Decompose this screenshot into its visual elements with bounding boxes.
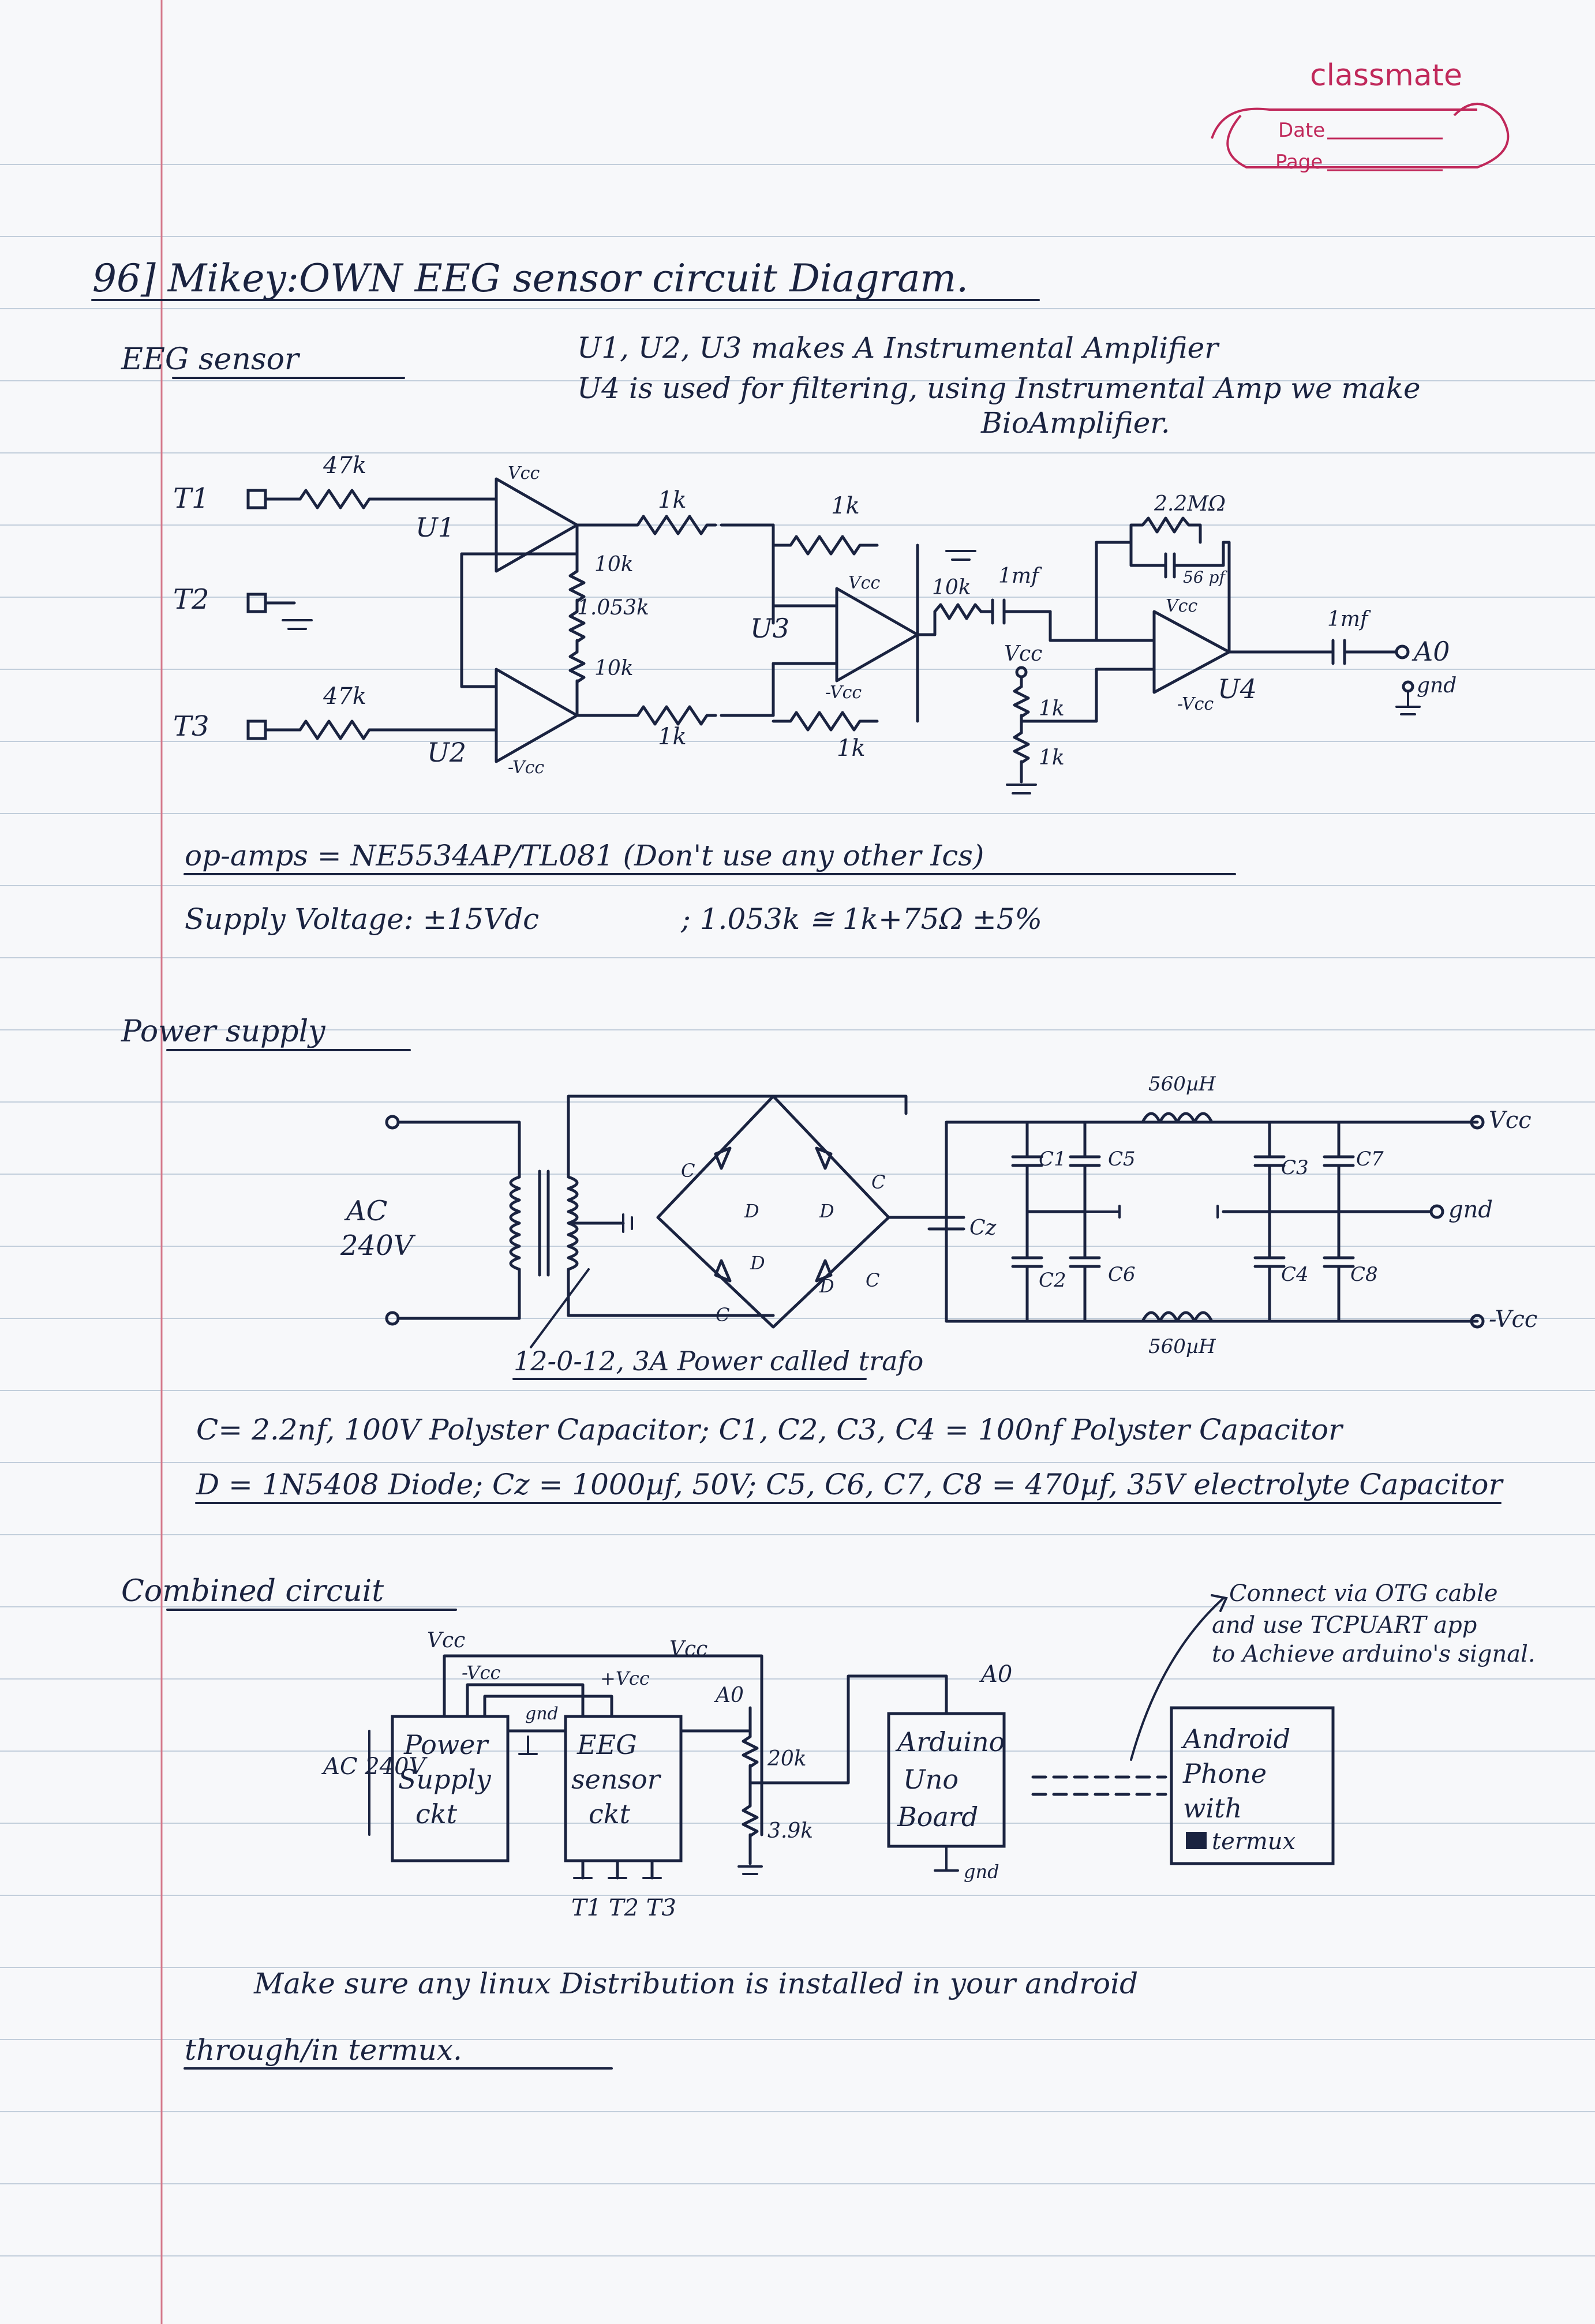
page-title: 96] Mikey:OWN EEG sensor circuit Diagram. xyxy=(92,256,969,301)
label-comb-neg-vcc: -Vcc xyxy=(462,1662,501,1684)
label-u1-vcc: Vcc xyxy=(508,463,540,483)
label-diode-4: D xyxy=(819,1275,834,1297)
power-spec1: C= 2.2nf, 100V Polyster Capacitor; C1, C2, C3, C4 = 100nf Polyster Capacitor xyxy=(196,1413,1342,1446)
label-u4: U4 xyxy=(1218,673,1257,704)
label-comb-terminals: T1 T2 T3 xyxy=(571,1895,676,1921)
eeg-note-line1: U1, U2, U3 makes A Instrumental Amplifier xyxy=(577,331,1219,365)
label-out-gnd: gnd xyxy=(1448,1197,1493,1223)
label-r-e: 10k xyxy=(932,576,971,599)
eeg-spec2: Supply Voltage: ±15Vdc xyxy=(185,902,540,936)
label-cap-c4: C xyxy=(681,1160,695,1182)
combined-heading: Combined circuit xyxy=(121,1574,384,1609)
eeg-schematic xyxy=(173,452,1457,793)
page-label: Page xyxy=(1275,151,1323,174)
label-r-fb1: 10k xyxy=(594,553,634,576)
label-r-in3: 47k xyxy=(323,683,367,710)
eeg-heading: EEG sensor xyxy=(121,342,299,377)
power-heading: Power supply xyxy=(121,1014,325,1049)
terminal-t3: T3 xyxy=(173,710,209,743)
eeg-note-line3: BioAmplifier. xyxy=(981,406,1170,440)
block-power-line1: Power xyxy=(404,1729,488,1760)
label-r-gain: 1.053k xyxy=(577,596,649,620)
label-r-in1: 47k xyxy=(323,452,367,479)
label-comb-pos-vcc: +Vcc xyxy=(600,1667,650,1689)
label-cap-c2: C xyxy=(716,1304,730,1326)
label-out-vcc: Vcc xyxy=(1489,1107,1532,1134)
label-u3: U3 xyxy=(750,613,790,644)
brand-name: classmate xyxy=(1310,58,1462,93)
label-ac: AC xyxy=(346,1195,388,1227)
label-inductor-bot: 560µH xyxy=(1148,1335,1216,1358)
eeg-spec1: op-amps = NE5534AP/TL081 (Don't use any other Ics) xyxy=(185,839,984,872)
power-schematic xyxy=(340,1073,1537,1358)
label-c8: C8 xyxy=(1350,1263,1378,1286)
label-r-a: 1k xyxy=(658,487,687,513)
block-eeg-line2: sensor xyxy=(571,1764,660,1795)
label-r-h: 1k xyxy=(1039,746,1065,770)
callout-line1: Connect via OTG cable xyxy=(1229,1580,1498,1607)
terminal-t1: T1 xyxy=(173,482,209,515)
label-diode-3: D xyxy=(750,1252,765,1274)
label-c7: C7 xyxy=(1356,1148,1384,1171)
callout-line2: and use TCPUART app xyxy=(1212,1612,1477,1639)
block-arduino-line1: Arduino xyxy=(897,1726,1005,1757)
block-power-line2: Supply xyxy=(398,1764,491,1795)
label-r-d: 1k xyxy=(837,735,866,762)
block-phone-line3: with xyxy=(1183,1793,1242,1824)
brand-logo xyxy=(1212,58,1508,174)
combined-diagram xyxy=(321,1595,1333,1921)
power-spec2: D = 1N5408 Diode; Cz = 1000µf, 50V; C5, C6, C7, C8 = 470µf, 35V electrolyte Capacitor xyxy=(196,1468,1503,1501)
label-u1: U1 xyxy=(415,512,455,543)
label-c2: C2 xyxy=(1039,1269,1066,1292)
label-comb-r2: 3.9k xyxy=(767,1819,814,1843)
block-phone-line2: Phone xyxy=(1183,1758,1267,1789)
label-inductor-top: 560µH xyxy=(1148,1073,1216,1096)
transformer-note: 12-0-12, 3A Power called trafo xyxy=(514,1345,924,1377)
label-c-out: 1mf xyxy=(1327,608,1368,631)
label-cap-c3: C xyxy=(866,1269,880,1291)
label-comb-ac: AC 240V xyxy=(323,1753,426,1780)
block-phone-line1: Android xyxy=(1183,1723,1291,1755)
label-u2-vneg: -Vcc xyxy=(508,758,545,778)
label-comb-gnd: gnd xyxy=(525,1704,559,1724)
label-output-a0: A0 xyxy=(1414,636,1450,667)
label-c-e: 1mf xyxy=(998,564,1039,588)
label-c-f: 56 pf xyxy=(1183,568,1225,587)
label-r-fb2: 10k xyxy=(594,657,634,680)
eeg-note-line2: U4 is used for filtering, using Instrumental Amp we make xyxy=(577,372,1421,405)
terminal-t2: T2 xyxy=(173,583,209,616)
block-phone-line4: termux xyxy=(1212,1828,1296,1855)
label-r-f: 2.2MΩ xyxy=(1154,492,1226,516)
label-diode-2: D xyxy=(819,1200,834,1222)
footer-line1: Make sure any linux Distribution is installed in your android xyxy=(254,1967,1139,2000)
label-arduino-gnd: gnd xyxy=(964,1861,999,1883)
label-out-vneg: -Vcc xyxy=(1489,1306,1538,1333)
label-comb-vcc2: Vcc xyxy=(669,1637,708,1661)
label-cz: Cz xyxy=(969,1216,997,1240)
label-c6: C6 xyxy=(1108,1263,1136,1286)
label-u3-vcc: Vcc xyxy=(848,573,881,593)
label-diode-1: D xyxy=(744,1200,759,1222)
block-eeg-line1: EEG xyxy=(577,1729,637,1760)
label-comb-r1: 20k xyxy=(767,1747,807,1771)
eeg-spec3: ; 1.053k ≅ 1k+75Ω ±5% xyxy=(681,902,1043,936)
date-label: Date xyxy=(1278,119,1326,142)
label-c1: C1 xyxy=(1039,1148,1066,1171)
label-cap-c1: C xyxy=(871,1171,886,1193)
label-c5: C5 xyxy=(1108,1148,1136,1171)
label-c3: C3 xyxy=(1281,1156,1309,1179)
label-u3-vneg: -Vcc xyxy=(825,683,862,703)
callout-line3: to Achieve arduino's signal. xyxy=(1212,1641,1536,1667)
footer-line2: through/in termux. xyxy=(185,2033,462,2067)
label-240v: 240V xyxy=(340,1230,414,1262)
label-c4: C4 xyxy=(1281,1263,1309,1286)
label-comb-a0-left: A0 xyxy=(716,1684,744,1707)
label-comb-vcc: Vcc xyxy=(427,1629,466,1652)
block-eeg-line3: ckt xyxy=(589,1798,631,1830)
label-output-gnd: gnd xyxy=(1417,674,1457,698)
label-comb-a0-right: A0 xyxy=(981,1661,1013,1688)
block-arduino-line2: Uno xyxy=(903,1764,959,1795)
label-u2: U2 xyxy=(427,737,467,768)
block-power-line3: ckt xyxy=(415,1798,458,1830)
label-u4-vneg: -Vcc xyxy=(1177,694,1214,714)
termux-icon xyxy=(1186,1832,1207,1849)
label-u4-vcc: Vcc xyxy=(1166,596,1198,616)
label-divider-vcc: Vcc xyxy=(1004,642,1043,666)
block-arduino-line3: Board xyxy=(897,1801,979,1832)
label-r-b: 1k xyxy=(658,724,687,750)
label-r-c: 1k xyxy=(831,493,860,519)
label-r-g: 1k xyxy=(1039,697,1065,721)
